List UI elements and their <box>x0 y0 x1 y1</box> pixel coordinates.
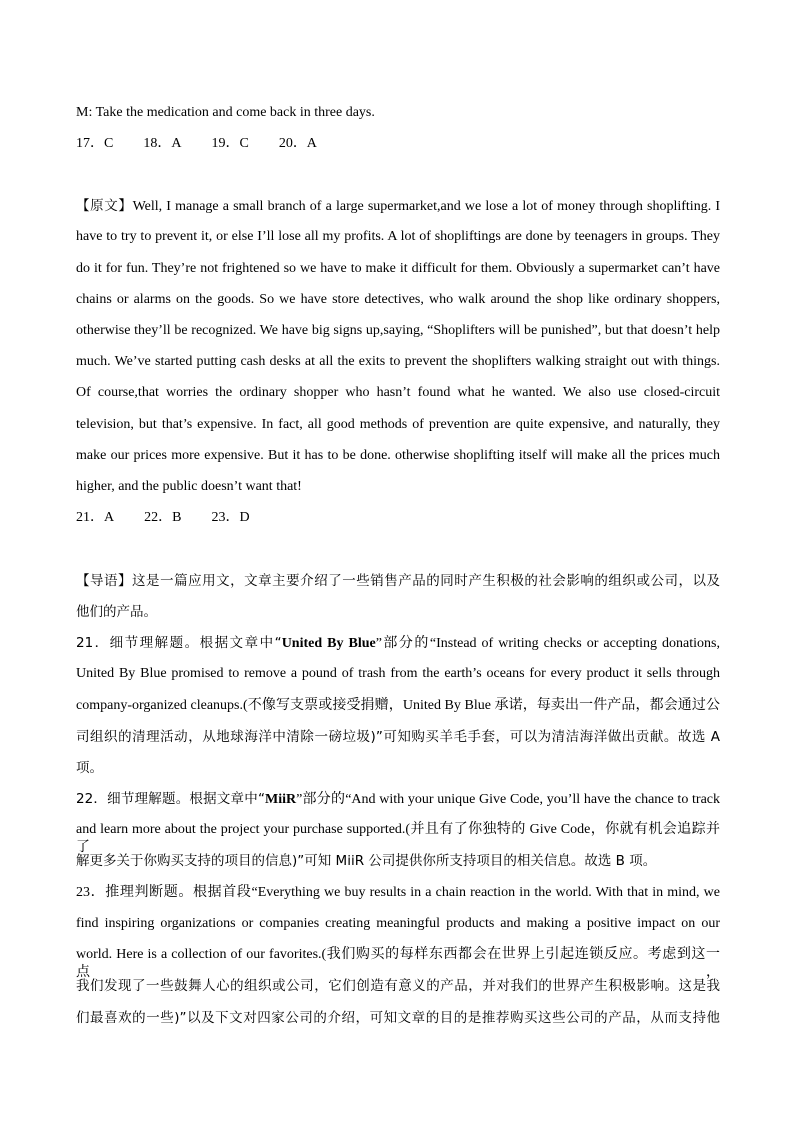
answer-18: 18．A <box>143 136 182 151</box>
transcript-line-9: make our prices more expensive. But it has to be done. otherwise shoplifting itself will make all the prices much <box>76 448 720 463</box>
transcript-line-6: much. We’ve started putting cash desks at all the exits to prevent the shoplifters walking straight out with things. <box>76 354 720 369</box>
q22-section-name: MiiR <box>265 792 297 807</box>
transcript-line-4: chains or alarms on the goods. So we have store detectives, who walk around the shop like ordinary shoppers, <box>76 292 720 307</box>
q23-line-1: 23．推理判断题。根据首段“Everything we buy results in a chain reaction in the world. With that in mind, we <box>76 885 720 900</box>
q21-line-4: 司组织的清理活动，从地球海洋中清除一磅垃圾)”可知购买羊毛手套，可以为清洁海洋做出贡献。故选 A <box>76 729 720 745</box>
transcript-line-8: television, but that’s expensive. In fact, all good methods of prevention are quite expensive, and naturally, they <box>76 417 720 432</box>
transcript-line-3: do it for fun. They’re not frightened so we have to make it difficult for them. Obviously a supermarket can’t have <box>76 261 720 276</box>
transcript-line-5: otherwise they’ll be recognized. We have big signs up,saying, “Shoplifters will be punished”, but that doesn’t help <box>76 323 720 338</box>
answer-row-17-20 <box>76 135 347 153</box>
transcript-line-2: have to try to prevent it, or else I’ll lose all my profits. A lot of shopliftings are done by teenagers in groups. They <box>76 229 720 244</box>
transcript-line-7: Of course,that worries the ordinary shopper who hasn’t found what he wanted. We also use closed-circuit <box>76 385 720 400</box>
q21-section-name: United By Blue <box>281 636 376 651</box>
intro-line-2: 他们的产品。 <box>76 604 157 620</box>
q23-line-4: 我们发现了一些鼓舞人心的组织或公司，它们创造有意义的产品，并对我们的世界产生积极影响。这是我 <box>76 978 720 994</box>
q21-line-5: 项。 <box>76 760 103 776</box>
q22-line-3: 解更多关于你购买支持的项目的信息)”可知 MiiR 公司提供你所支持项目的相关信息。故选 B 项。 <box>76 853 657 869</box>
intro-label: 【导语】 <box>76 573 133 589</box>
answer-row-21-23 <box>76 509 280 527</box>
answer-17: 17．C <box>76 136 114 151</box>
q23-line-5: 们最喜欢的一些)”以及下文对四家公司的介绍，可知文章的目的是推荐购买这些公司的产品，从而支持他 <box>76 1010 720 1026</box>
transcript-label: 【原文】 <box>76 198 133 214</box>
q21-line-1: 21．细节理解题。根据文章中“United By Blue”部分的“Instead of writing checks or accepting donations, <box>76 635 720 651</box>
q22-line-1: 22．细节理解题。根据文章中“MiiR”部分的“And with your unique Give Code, you’ll have the chance to track <box>76 791 721 807</box>
q22-line-2: and learn more about the project your purchase supported.(并且有了你独特的 Give Code，你就有机会追踪并了 <box>76 822 720 855</box>
answer-23: 23．D <box>211 510 250 525</box>
q23-line-3: world. Here is a collection of our favorites.(我们购买的每样东西都会在世界上引起连锁反应。考虑到这一点， <box>76 947 720 980</box>
transcript-line-1: 【原文】Well, I manage a small branch of a large supermarket,and we lose a lot of money through shoplifting. I <box>76 198 720 214</box>
answer-19: 19．C <box>211 136 249 151</box>
q23-line-2: find inspiring organizations or companies creating meaningful products and making a positive impact on our <box>76 916 720 931</box>
intro-line-1: 【导语】这是一篇应用文，文章主要介绍了一些销售产品的同时产生积极的社会影响的组织或公司，以及 <box>76 573 721 589</box>
q21-line-2: United By Blue promised to remove a pound of trash from the earth’s oceans for every product it sells through <box>76 666 720 681</box>
answer-20: 20．A <box>278 136 317 151</box>
answer-21: 21．A <box>76 510 115 525</box>
transcript-line-10: higher, and the public doesn’t want that! <box>76 479 302 494</box>
dialogue-line: M: Take the medication and come back in three days. <box>76 105 375 120</box>
answer-22: 22．B <box>144 510 182 525</box>
q21-line-3: company-organized cleanups.(不像写支票或接受捐赠，United By Blue 承诺，每卖出一件产品，都会通过公 <box>76 698 720 713</box>
